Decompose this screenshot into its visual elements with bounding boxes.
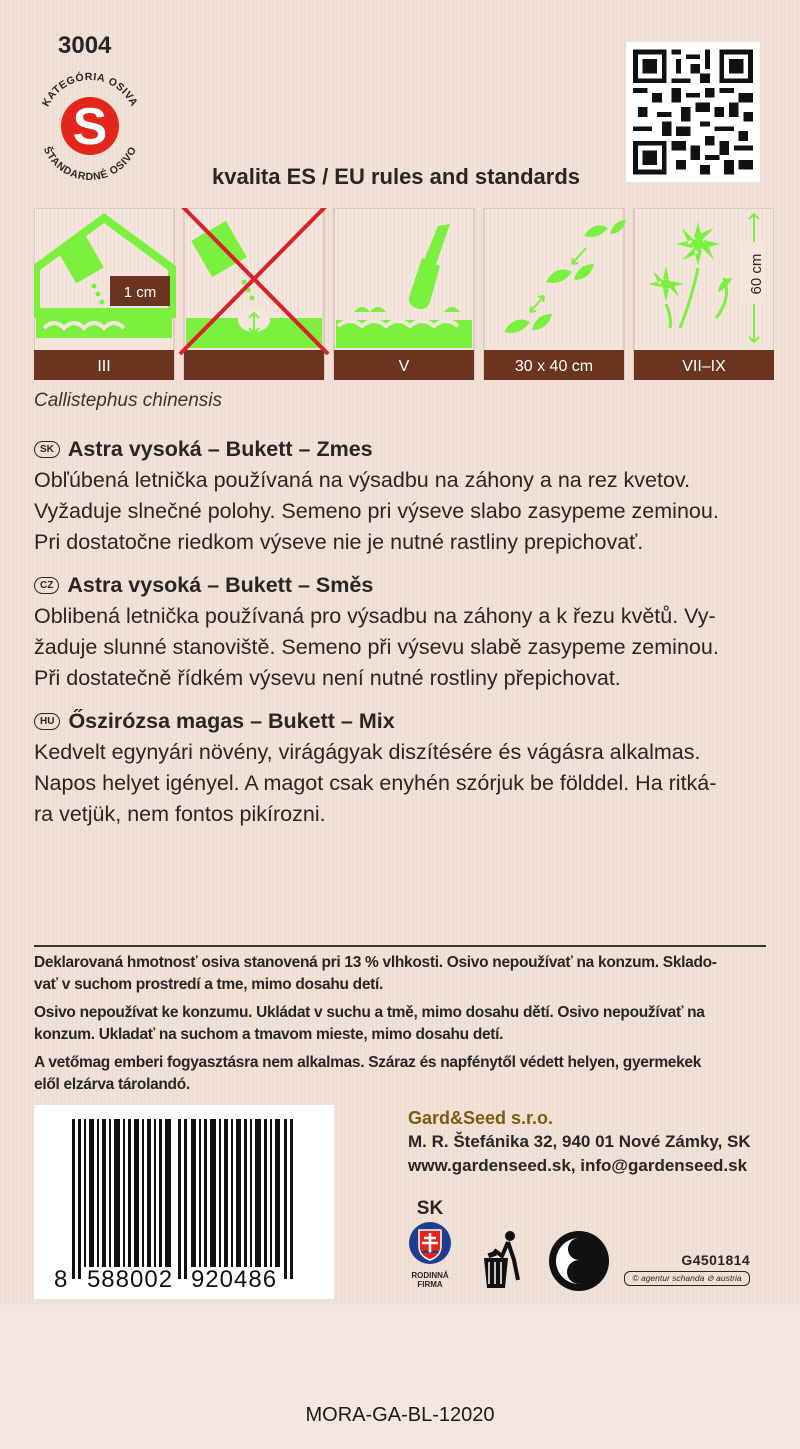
section-title-cz: Astra vysoká – Bukett – Směs <box>67 573 374 597</box>
barcode-digits-left: 588002 <box>86 1266 174 1293</box>
section-line: Při dostatečně řídkém výsevu není nutné rostliny přepichovat. <box>34 666 621 690</box>
divider <box>34 945 766 947</box>
ean-barcode <box>34 1105 334 1299</box>
sowing-depth-icon <box>34 208 174 380</box>
company-contact: www.gardenseed.sk, info@gardenseed.sk <box>408 1156 748 1175</box>
seed-category-seal <box>28 64 152 188</box>
section-line: Oblibená letnička používaná pro výsadbu na záhony a k řezu květů. Vy- <box>34 604 716 628</box>
family-firm-logo <box>404 1198 456 1298</box>
section-cz <box>34 570 774 694</box>
spacing-caption: 30 x 40 cm <box>514 358 594 375</box>
sowing-depth-label: 1 cm <box>123 284 157 301</box>
sowing-month-caption: III <box>97 358 111 375</box>
qr-code <box>626 42 760 182</box>
lang-badge-cz: CZ <box>34 577 59 594</box>
family-firm-line2: FIRMA <box>417 1280 443 1289</box>
species-name: Callistephus chinensis <box>34 390 222 411</box>
tidyman-recycle-icon <box>478 1230 530 1292</box>
barcode-digit-first: 8 <box>54 1266 68 1293</box>
flowering-icon <box>634 208 774 380</box>
print-code: MORA-GA-BL-12020 <box>305 1404 495 1426</box>
company-name: Gard&Seed s.r.o. <box>408 1108 554 1128</box>
certification <box>624 1252 750 1286</box>
section-line: žaduje slunné stanoviště. Semeno při výsevu slabě zasypeme zeminou. <box>34 635 719 659</box>
cert-number: G4501814 <box>681 1252 750 1268</box>
quality-standard: kvalita ES / EU rules and standards <box>212 164 581 189</box>
section-sk <box>34 434 774 558</box>
barcode-icon <box>34 1105 334 1299</box>
note-line: konzum. Ukladať na suchom a tmavom mieste, mimo dosahu detí. <box>34 1026 504 1043</box>
cultivation-icons <box>34 208 774 380</box>
note-line: Deklarovaná hmotnosť osiva stanovená pri 13 % vlhkosti. Osivo nepoužívať na konzum. Sklado- <box>34 954 717 971</box>
sk-label: SK <box>416 1198 444 1219</box>
lang-badge-hu: HU <box>34 713 60 730</box>
slovak-shield-icon <box>407 1220 453 1266</box>
planting-month-caption: V <box>398 358 410 375</box>
section-line: Napos helyet igényel. A magot csak enyhén szórjuk be földdel. Ha ritká- <box>34 771 717 795</box>
product-code: 3004 <box>58 32 112 59</box>
qr-code-icon <box>633 49 753 175</box>
lang-badge-sk: SK <box>34 441 60 458</box>
family-firm-line1: RODINNÁ <box>411 1271 449 1280</box>
barcode-digits-right: 920486 <box>190 1266 278 1293</box>
note-line: Osivo nepoužívat ke konzumu. Ukládat v suchu a tmě, mimo dosahu dětí. Osivo nepoužívať na <box>34 1004 705 1021</box>
section-line: ra vetjük, nem fontos pikírozni. <box>34 802 326 826</box>
company-address: M. R. Štefánika 32, 940 01 Nové Zámky, SK <box>408 1132 751 1151</box>
section-title-sk: Astra vysoká – Bukett – Zmes <box>67 437 373 461</box>
plant-spacing-icon <box>484 208 626 380</box>
flowering-height-label: 60 cm <box>748 253 765 295</box>
section-line: Kedvelt egynyári növény, virágágyak diszítésére és vágásra alkalmas. <box>34 740 701 764</box>
note-line: A vetőmag emberi fogyasztásra nem alkalmas. Száraz és napfénytől védett helyen, gyermekek <box>34 1054 702 1071</box>
no-seedling-icon <box>180 208 328 380</box>
planting-trowel-icon <box>334 208 474 380</box>
category-letter: S <box>72 98 108 156</box>
storage-note-cz <box>34 1002 774 1046</box>
agency-badge: © agentur schanda ⊘ austria <box>624 1271 750 1286</box>
flowering-month-caption: VII–IX <box>682 358 726 375</box>
note-line: vať v suchom prostredí a tme, mimo dosahu detí. <box>34 976 384 993</box>
section-line: Pri dostatočne riedkom výseve nie je nutné rastliny prepichovať. <box>34 530 644 554</box>
green-dot-icon <box>548 1230 610 1292</box>
section-line: Obľúbená letnička používaná na výsadbu na záhony a na rez kvetov. <box>34 468 691 492</box>
category-bottom-text: ŠTANDARDNÉ OSIVO <box>40 144 140 184</box>
storage-note-hu <box>34 1052 774 1096</box>
company-info <box>408 1106 751 1178</box>
section-title-hu: Őszirózsa magas – Bukett – Mix <box>68 709 395 733</box>
category-top-text: KATEGÓRIA OSIVA <box>39 70 141 109</box>
storage-note-sk <box>34 952 774 996</box>
section-line: Vyžaduje slnečné polohy. Semeno pri výseve slabo zasypeme zeminou. <box>34 499 719 523</box>
note-line: elől elzárva tárolandó. <box>34 1076 190 1093</box>
section-hu <box>34 706 774 830</box>
